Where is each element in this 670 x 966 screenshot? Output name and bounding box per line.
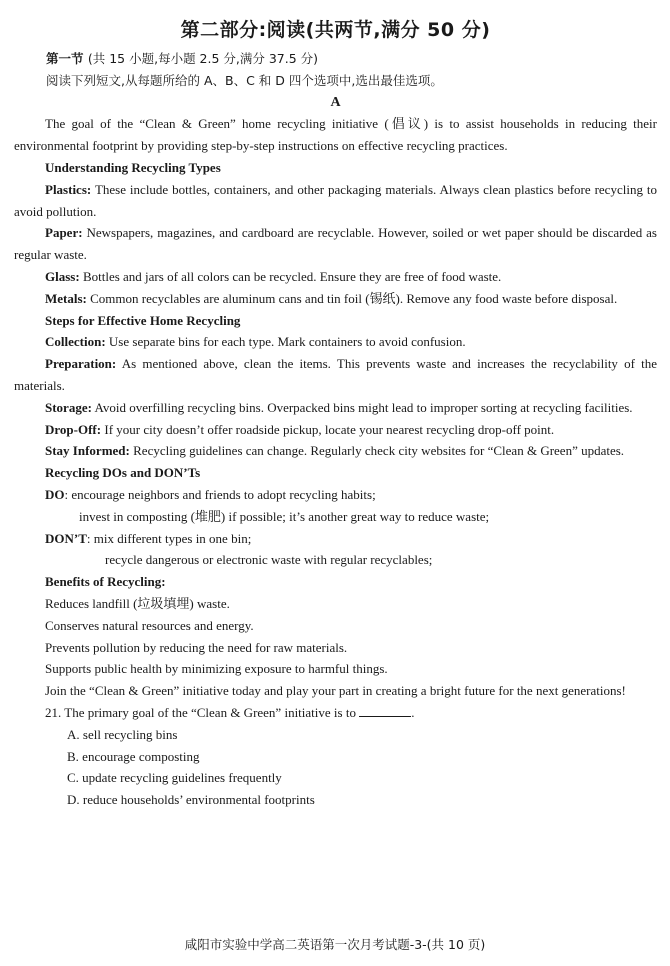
step-text: If your city doesn’t offer roadside pickup, locate your nearest recycling drop-off point. bbox=[104, 421, 555, 437]
term-separator: : bbox=[87, 399, 92, 415]
term-separator: : bbox=[125, 443, 130, 459]
type-item bbox=[14, 179, 657, 223]
question-stem bbox=[14, 702, 657, 724]
answer-blank bbox=[359, 703, 411, 717]
dont-label: DON’T bbox=[45, 530, 87, 546]
type-text: Newspapers, magazines, and cardboard are recyclable. However, soiled or wet paper should be discarded as regular waste. bbox=[14, 225, 657, 263]
do-label: DO bbox=[45, 486, 65, 502]
step-text: Avoid overfilling recycling bins. Overpacked bins might lead to improper sorting at recycling facilities. bbox=[94, 399, 633, 415]
benefit-item: Prevents pollution by reducing the need for raw materials. bbox=[45, 639, 348, 655]
term-separator: : bbox=[78, 225, 83, 241]
step-text: Use separate bins for each type. Mark containers to avoid confusion. bbox=[108, 334, 466, 350]
step-item bbox=[14, 440, 657, 462]
term-separator: : bbox=[111, 356, 117, 372]
dont-item: recycle dangerous or electronic waste with regular recyclables; bbox=[105, 552, 433, 568]
benefit-item: Reduces landfill (垃圾填埋) waste. bbox=[45, 595, 230, 611]
benefits-heading-text: Benefits of Recycling bbox=[45, 574, 162, 590]
benefit-item: Conserves natural resources and energy. bbox=[45, 617, 254, 633]
dont-line: DON’T: mix different types in one bin; bbox=[45, 530, 252, 546]
term-separator: : bbox=[75, 268, 80, 284]
steps-heading: Steps for Effective Home Recycling bbox=[45, 312, 241, 328]
page-footer: 咸阳市实验中学高二英语第一次月考试题-3-(共 10 页) bbox=[184, 937, 486, 952]
question-number: 21. bbox=[45, 704, 62, 720]
exam-page bbox=[14, 10, 657, 811]
benefit-item: Supports public health by minimizing exposure to harmful things. bbox=[45, 661, 388, 677]
step-item bbox=[14, 353, 657, 397]
type-text: These include bottles, containers, and other packaging materials. Always clean plastics before recycling to avoid pollution. bbox=[14, 181, 658, 219]
step-term: Stay Informed bbox=[45, 443, 126, 459]
step-term: Collection bbox=[45, 334, 102, 350]
passage-label: A bbox=[330, 94, 341, 110]
option-d: D. reduce households’ environmental footprints bbox=[67, 792, 315, 808]
dont-item: mix different types in one bin; bbox=[93, 530, 252, 546]
benefits-heading bbox=[14, 571, 657, 593]
step-text: As mentioned above, clean the items. This prevents waste and increases the recyclability of the materials. bbox=[14, 356, 657, 393]
instruction: 阅读下列短文,从每题所给的 A、B、C 和 D 四个选项中,选出最佳选项。 bbox=[46, 72, 443, 88]
term-separator: : bbox=[82, 290, 87, 306]
part-title: 第二部分:阅读(共两节,满分 50 分) bbox=[180, 19, 491, 41]
passage-closing: Join the “Clean & Green” initiative today and play your part in creating a bright future for the next generations! bbox=[45, 683, 626, 699]
type-term: Plastics bbox=[45, 181, 87, 197]
step-term: Storage bbox=[45, 399, 88, 415]
term-separator: : bbox=[161, 574, 166, 590]
section-info: (共 15 小题,每小题 2.5 分,满分 37.5 分) bbox=[87, 51, 319, 66]
type-term: Metals bbox=[45, 290, 83, 306]
step-term: Preparation bbox=[45, 356, 112, 372]
type-item bbox=[14, 222, 657, 266]
dos-heading: Recycling DOs and DON’Ts bbox=[45, 465, 201, 481]
step-item bbox=[14, 331, 657, 353]
option-c: C. update recycling guidelines frequently bbox=[67, 770, 282, 786]
option-a: A. sell recycling bins bbox=[67, 726, 178, 742]
term-separator: : bbox=[96, 421, 102, 437]
option-b: B. encourage composting bbox=[67, 748, 200, 764]
step-term: Drop-Off bbox=[45, 421, 97, 437]
section-label: 第一节 bbox=[46, 51, 84, 66]
term-separator: : bbox=[86, 181, 92, 197]
type-text: Common recyclables are aluminum cans and tin foil (锡纸). Remove any food waste before disposal. bbox=[90, 290, 618, 306]
type-term: Paper bbox=[45, 225, 79, 241]
passage-intro: The goal of the “Clean & Green” home recycling initiative (倡议) is to assist households in reducing their environmental footprint by providing step-by-step instructions on effective recycling practices. bbox=[14, 116, 657, 154]
section-heading bbox=[14, 48, 657, 70]
types-heading: Understanding Recycling Types bbox=[45, 159, 221, 175]
term-separator: : bbox=[101, 334, 106, 350]
do-item: encourage neighbors and friends to adopt recycling habits; bbox=[71, 486, 376, 502]
question-text: The primary goal of the “Clean & Green” initiative is to bbox=[64, 704, 356, 720]
step-item bbox=[14, 397, 657, 419]
step-text: Recycling guidelines can change. Regularly check city websites for “Clean & Green” updates. bbox=[133, 443, 625, 459]
question-end: . bbox=[411, 704, 415, 720]
type-item bbox=[14, 266, 657, 288]
do-line: DO: encourage neighbors and friends to adopt recycling habits; bbox=[45, 486, 376, 502]
step-item bbox=[14, 419, 657, 441]
type-item bbox=[14, 288, 657, 310]
do-item: invest in composting (堆肥) if possible; it’s another great way to reduce waste; bbox=[79, 508, 490, 524]
type-term: Glass bbox=[45, 268, 76, 284]
type-text: Bottles and jars of all colors can be recycled. Ensure they are free of food waste. bbox=[82, 268, 502, 284]
